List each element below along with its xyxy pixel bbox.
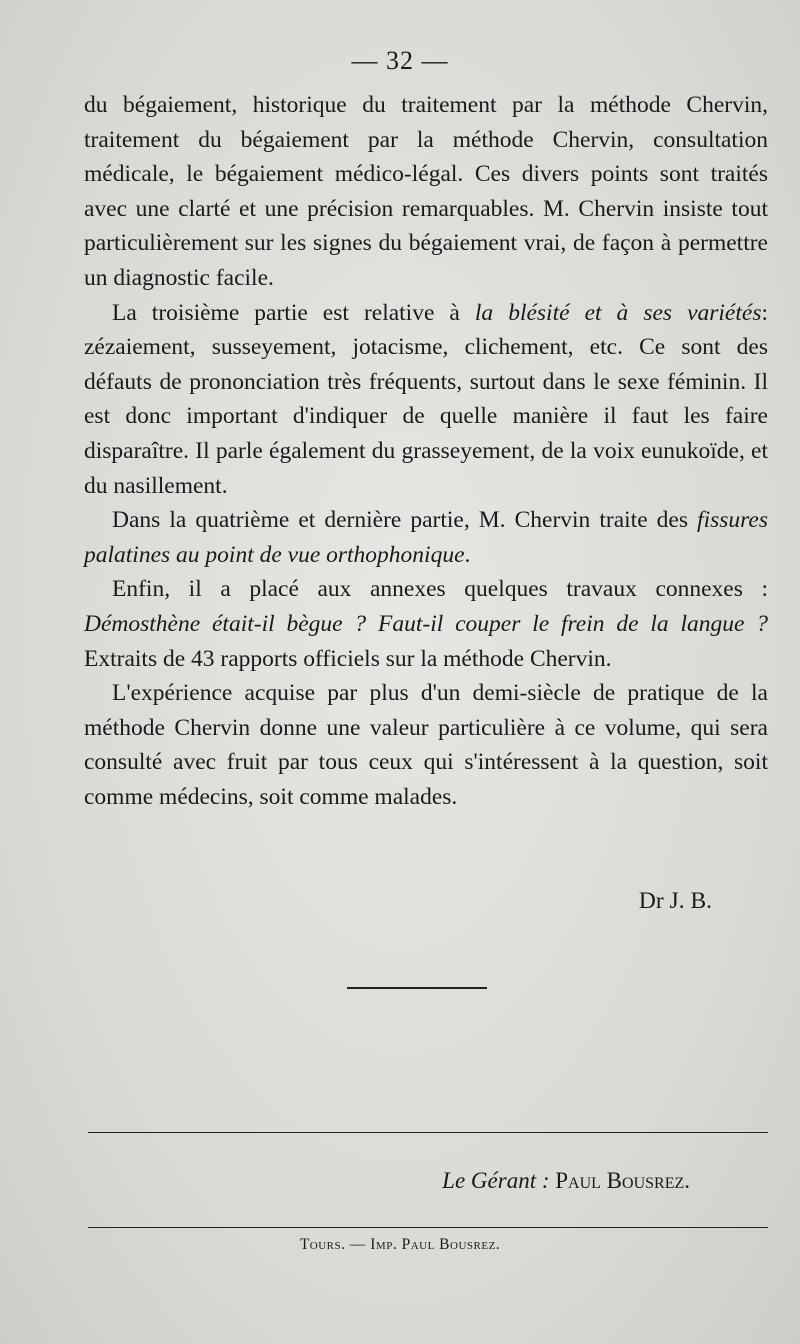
italic-text: fissures palatines au point de vue orthophonique: [84, 507, 768, 568]
paragraph-text: Extraits de 43 rapports officiels sur la méthode Chervin.: [84, 645, 612, 672]
gerant-line: [442, 1168, 690, 1194]
paragraph-text: La troisième partie est relative à: [112, 299, 475, 326]
footer-rule-top: [88, 1132, 768, 1133]
page-number: — 32 —: [351, 46, 449, 75]
footer-rule-bottom: [88, 1227, 768, 1228]
gerant-label: Le Gérant :: [442, 1168, 550, 1193]
section-rule: [347, 987, 487, 989]
paragraph: [84, 676, 768, 814]
paragraph: [84, 88, 768, 296]
paragraph: [84, 572, 768, 676]
paragraph-text: L'expérience acquise par plus d'un demi-siècle de pratique de la méthode Chervin donne une valeur particulière à ce volume, qui sera consulté avec fruit par tous ceux qui s'intéressent à la question, soit comme médecins, soit comme malades.: [84, 680, 768, 810]
paragraph: [84, 503, 768, 572]
paragraph-text: du bégaiement, historique du traitement par la méthode Chervin, traitement du bégaiement par la méthode Chervin, consultation médicale, le bégaiement médico-légal. Ces divers points sont traités avec une clarté et une précision remarquables. M. Chervin insiste tout particulièrement sur les signes du bégaiement vrai, de façon à permettre un diagnostic facile.: [84, 92, 768, 291]
signature: Dr J. B.: [638, 888, 712, 914]
gerant-name: Paul Bousrez.: [555, 1168, 690, 1193]
paragraph-text: : zézaiement, susseyement, jotacisme, clichement, etc. Ce sont des défauts de prononciation très fréquents, surtout dans le sexe féminin. Il est donc important d'indiquer de quelle manière il faut les faire disparaître. Il parle également du grasseyement, de la voix eunukoïde, et du nasillement.: [84, 299, 768, 499]
paragraph-text: Enfin, il a placé aux annexes quelques travaux connexes :: [112, 576, 768, 603]
paragraph-text: .: [464, 541, 471, 568]
paragraph-text: Dans la quatrième et dernière partie, M. Chervin traite des: [112, 507, 698, 534]
paragraph: [84, 296, 768, 504]
italic-text: Démosthène était-il bègue ? Faut-il couper le frein de la langue ?: [84, 610, 768, 637]
printer-imprint: Tours. — Imp. Paul Bousrez.: [299, 1236, 501, 1253]
italic-text: la blésité et à ses variétés: [474, 299, 762, 326]
article-body: [84, 88, 768, 814]
